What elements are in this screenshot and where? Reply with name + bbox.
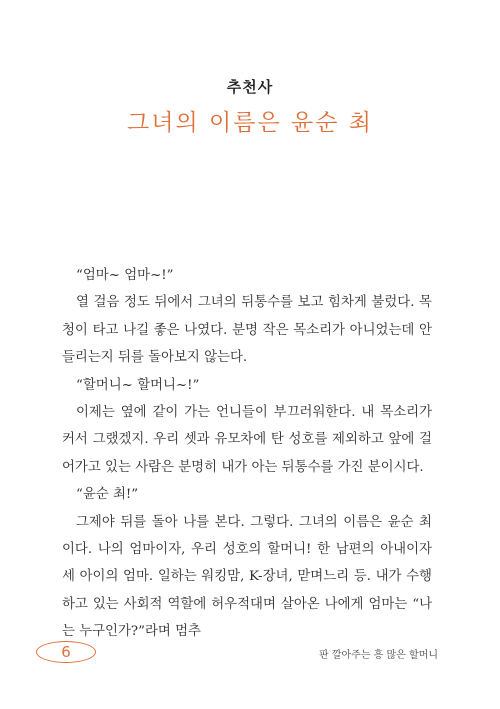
paragraph: 이제는 옆에 같이 가는 언니들이 부끄러워한다. 내 목소리가 커서 그랬겠지. 우리 셋과 유모차에 탄 성호를 제외하고 앞에 걸어가고 있는 사람은 분명히 내가 아는 뒤통수를 가진 분이시다. (62, 405, 432, 475)
paragraph: “엄마~ 엄마~!” (76, 268, 174, 283)
running-title: 판 깔아주는 흥 많은 할머니 (319, 650, 438, 661)
chapter-title: 그녀의 이름은 윤순 최 (127, 110, 373, 136)
body-text (62, 262, 432, 646)
paragraph: “할머니~ 할머니~!” (76, 377, 200, 393)
paragraph: “윤순 최!” (76, 487, 139, 503)
section-label: 추천사 (226, 78, 274, 96)
paragraph: 열 걸음 정도 뒤에서 그녀의 뒤통수를 보고 힘차게 불렀다. 목청이 타고 나길 좋은 나였다. 분명 작은 목소리가 아니었는데 안 들리는지 뒤를 돌아보지 않는다. (62, 295, 432, 366)
paragraph: 그제야 뒤를 돌아 나를 본다. 그렇다. 그녀의 이름은 윤순 최이다. 나의 엄마이자, 우리 성호의 할머니! 한 남편의 아내이자 세 아이의 엄마. 일하는 워킹맘, K-장녀, 맏며느리 등. 내가 수행하고 있는 사회적 역할에 허우적대며 살아온 나에게 엄마는 “나는 누구인가?”라며 멈추 (62, 514, 432, 640)
page-number: 6 (36, 641, 96, 663)
